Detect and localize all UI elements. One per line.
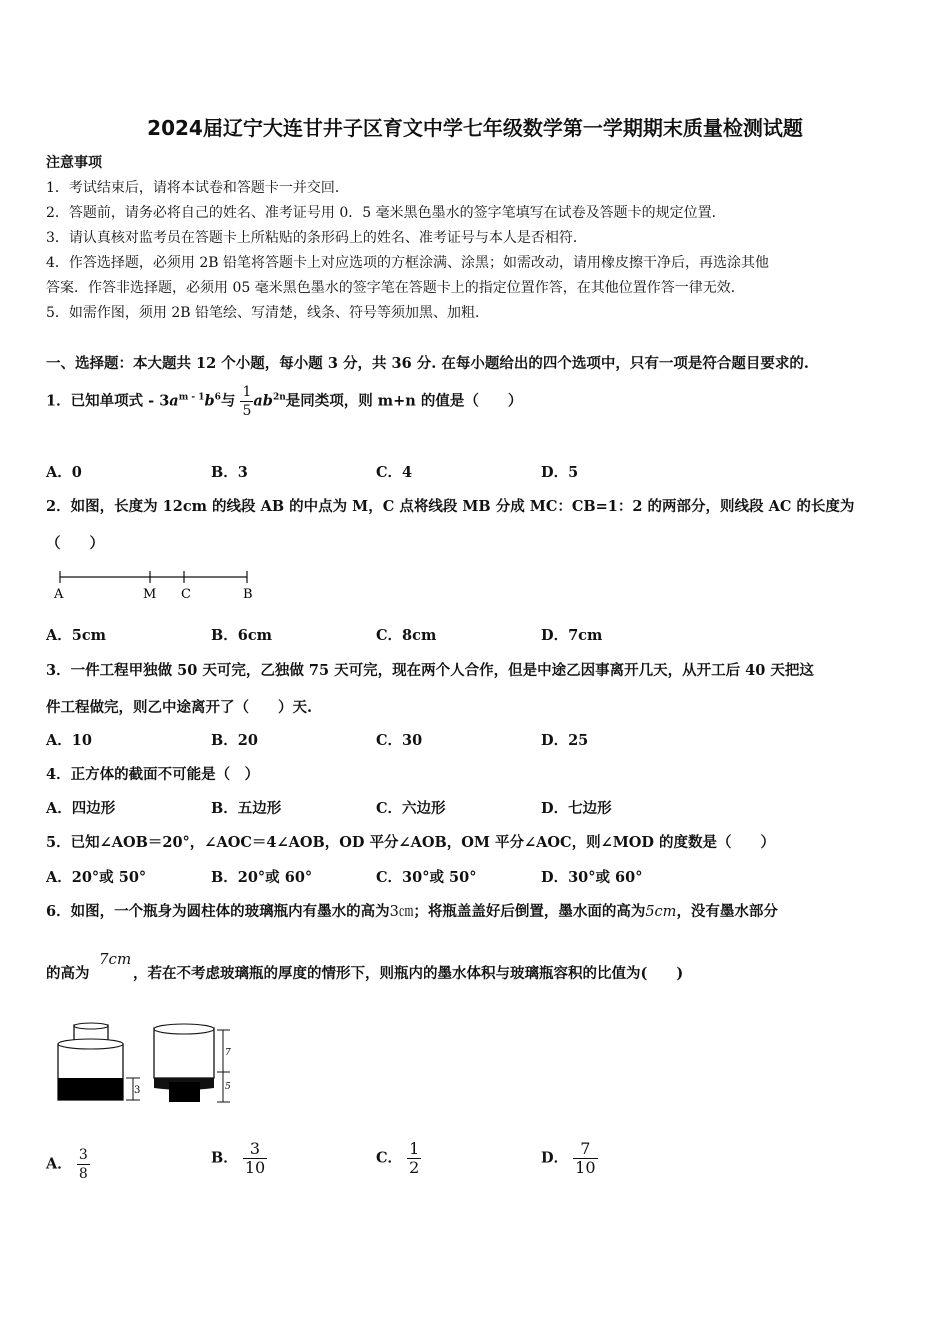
question-6-cont: 的高为 bbox=[46, 965, 90, 982]
q1-ab: ab bbox=[253, 392, 273, 410]
q1-var-a: a bbox=[169, 392, 179, 410]
q1-var-b: b bbox=[204, 392, 215, 410]
body-top bbox=[58, 1039, 123, 1049]
page-title: 2024届辽宁大连甘井子区育文中学七年级数学第一学期期末质量检测试题 bbox=[147, 116, 803, 140]
option-d[interactable]: D．七边形 bbox=[541, 800, 612, 817]
option-b-denominator: 10 bbox=[244, 1158, 266, 1177]
q1-exp2: 6 bbox=[214, 392, 221, 403]
dim-label-3: 3 bbox=[134, 1085, 141, 1096]
option-c[interactable]: C．30 bbox=[376, 732, 423, 749]
q1-exp3: 2n bbox=[272, 392, 286, 403]
option-d-label: D． bbox=[541, 1149, 569, 1167]
question-3: 3．一件工程甲独做 50 天可完，乙独做 75 天可完，现在两个人合作，但是中途乙因事离开几天，从开工后 40 天把这 bbox=[46, 662, 814, 679]
option-c-label: C． bbox=[376, 1149, 403, 1167]
label-a: A bbox=[54, 587, 64, 602]
dim-label-7: 7 bbox=[225, 1048, 231, 1058]
segment-figure bbox=[50, 565, 260, 605]
dim-label-5: 5 bbox=[225, 1082, 231, 1092]
option-b[interactable]: B．3 bbox=[211, 464, 248, 481]
option-c-numerator: 1 bbox=[409, 1139, 420, 1158]
option-b-fraction bbox=[243, 1140, 267, 1177]
option-a[interactable] bbox=[46, 1146, 90, 1183]
q6-ink-height: 3㎝ bbox=[389, 904, 414, 920]
option-d[interactable]: D．5 bbox=[541, 464, 579, 481]
option-a-fraction bbox=[77, 1146, 90, 1183]
cap-top bbox=[74, 1023, 108, 1029]
ink-fill bbox=[58, 1078, 123, 1100]
q1-exp1: m - 1 bbox=[178, 392, 205, 403]
notice-heading: 注意事项 bbox=[46, 155, 102, 171]
label-c: C bbox=[181, 587, 191, 602]
bottle-figure bbox=[50, 1022, 245, 1110]
notice-item: 1．考试结束后，请将本试卷和答题卡一并交回． bbox=[46, 180, 349, 196]
q6-empty-height: 7cm bbox=[99, 950, 132, 968]
option-a[interactable]: A．四边形 bbox=[46, 800, 116, 817]
option-a[interactable]: A．5cm bbox=[46, 627, 107, 644]
q6-inverted-height: 5cm bbox=[645, 904, 677, 920]
option-c[interactable]: C．4 bbox=[376, 464, 413, 481]
option-d[interactable]: D．7cm bbox=[541, 627, 603, 644]
option-d-numerator: 7 bbox=[573, 1140, 597, 1159]
label-m: M bbox=[143, 587, 157, 602]
notice-item: 答案．作答非选择题，必须用 05 毫米黑色墨水的签字笔在答题卡上的指定位置作答，在其他位置作答一律无效． bbox=[46, 280, 745, 296]
q6-text-3: ，没有墨水部分 bbox=[676, 903, 778, 920]
notice-item: 5．如需作图，须用 2B 铅笔绘、写清楚，线条、符号等须加黑、加粗． bbox=[46, 305, 490, 321]
notice-item: 3．请认真核对监考员在答题卡上所粘贴的条形码上的姓名、准考证号与本人是否相符． bbox=[46, 230, 587, 246]
option-b-label: B． bbox=[211, 1149, 238, 1167]
q6-text-1: 6．如图，一个瓶身为圆柱体的玻璃瓶内有墨水的高为 bbox=[46, 903, 390, 920]
option-b[interactable]: B．6cm bbox=[211, 627, 273, 644]
question-6-cont-2: ，若在不考虑玻璃瓶的厚度的情形下，则瓶内的墨水体积与玻璃瓶容积的比值为( ) bbox=[133, 965, 684, 982]
option-c[interactable]: C．8cm bbox=[376, 627, 437, 644]
question-3-cont: 件工程做完，则乙中途离开了（ ）天. bbox=[46, 699, 313, 716]
option-a-denominator: 8 bbox=[78, 1166, 88, 1182]
option-d[interactable]: D．25 bbox=[541, 732, 589, 749]
q1-fraction bbox=[240, 383, 253, 420]
section-heading: 一、选择题：本大题共 12 个小题，每小题 3 分，共 36 分. 在每小题给出的四个选项中，只有一项是符合题目要求的. bbox=[46, 355, 809, 372]
question-5: 5．已知∠AOB＝20°，∠AOC＝4∠AOB，OD 平分∠AOB，OM 平分∠AOC，则∠MOD 的度数是（ ） bbox=[46, 834, 776, 851]
option-b[interactable]: B．20°或 60° bbox=[211, 869, 313, 886]
option-a-label: A． bbox=[46, 1155, 72, 1173]
q1-mid: 与 bbox=[220, 392, 236, 410]
inverted-cap bbox=[169, 1082, 200, 1102]
option-a[interactable]: A．0 bbox=[46, 464, 82, 481]
option-a[interactable]: A．10 bbox=[46, 732, 92, 749]
inverted-body bbox=[154, 1028, 214, 1078]
inverted-top bbox=[154, 1024, 214, 1034]
option-a-numerator: 3 bbox=[78, 1147, 88, 1163]
label-b: B bbox=[243, 587, 253, 602]
q1-suffix: 是同类项，则 m+n 的值是（ ） bbox=[285, 392, 523, 410]
question-1 bbox=[46, 383, 522, 420]
option-c-denominator: 2 bbox=[409, 1158, 420, 1177]
question-2-cont: （ ） bbox=[46, 535, 104, 552]
q1-frac-denominator: 5 bbox=[242, 403, 252, 419]
question-2: 2．如图，长度为 12cm 的线段 AB 的中点为 M，C 点将线段 MB 分成 MC：CB=1：2 的两部分，则线段 AC 的长度为 bbox=[46, 498, 855, 515]
option-c[interactable] bbox=[376, 1140, 421, 1177]
q1-frac-numerator: 1 bbox=[242, 384, 252, 400]
option-d-fraction bbox=[573, 1140, 597, 1177]
option-d[interactable] bbox=[541, 1140, 598, 1177]
option-d[interactable]: D．30°或 60° bbox=[541, 869, 643, 886]
option-b[interactable]: B．20 bbox=[211, 732, 258, 749]
notice-item: 2．答题前，请务必将自己的姓名、准考证号用 0．5 毫米黑色墨水的签字笔填写在试卷及答题卡的规定位置． bbox=[46, 205, 726, 221]
q6-text-2: ；将瓶盖盖好后倒置，墨水面的高为 bbox=[413, 903, 646, 920]
notice-item: 4．作答选择题，必须用 2B 铅笔将答题卡上对应选项的方框涂满、涂黑；如需改动，请用橡皮擦干净后，再选涂其他 bbox=[46, 255, 769, 271]
question-4: 4．正方体的截面不可能是（ ） bbox=[46, 766, 260, 783]
option-c[interactable]: C．六边形 bbox=[376, 800, 446, 817]
q1-prefix: 1．已知单项式 - 3 bbox=[46, 392, 170, 410]
option-a[interactable]: A．20°或 50° bbox=[46, 869, 147, 886]
option-d-denominator: 10 bbox=[575, 1158, 596, 1177]
question-6 bbox=[46, 900, 778, 921]
option-b[interactable] bbox=[211, 1140, 267, 1177]
option-c-fraction bbox=[407, 1140, 421, 1177]
option-b-numerator: 3 bbox=[243, 1140, 267, 1159]
option-c[interactable]: C．30°或 50° bbox=[376, 869, 477, 886]
option-b[interactable]: B．五边形 bbox=[211, 800, 282, 817]
